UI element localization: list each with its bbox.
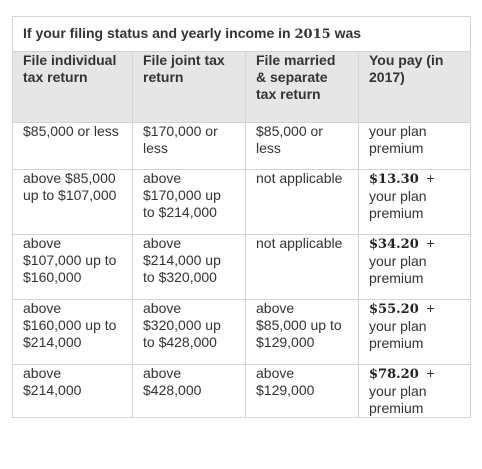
cell-separate: not applicable <box>246 235 359 300</box>
pay-text: your plan premium <box>369 123 427 156</box>
cell-separate: not applicable <box>246 170 359 235</box>
table-caption <box>13 17 471 52</box>
header-joint: File joint tax return <box>133 52 246 123</box>
pay-text: + your plan premium <box>369 300 435 351</box>
cell-you-pay <box>359 123 471 170</box>
caption-prefix: If your filing status and yearly income in <box>23 25 291 41</box>
cell-separate: $85,000 or less <box>246 123 359 170</box>
cell-you-pay <box>359 235 471 300</box>
cell-individual: above $85,000 up to $107,000 <box>13 170 133 235</box>
header-individual: File individual tax return <box>13 52 133 123</box>
cell-individual: above $107,000 up to $160,000 <box>13 235 133 300</box>
pay-text: + your plan premium <box>369 235 435 286</box>
cell-separate: above $129,000 <box>246 365 359 418</box>
income-premium-table <box>12 16 471 418</box>
pay-text: + your plan premium <box>369 365 435 416</box>
table-row <box>13 365 471 418</box>
cell-joint: $170,000 or less <box>133 123 246 170</box>
cell-you-pay <box>359 300 471 365</box>
table-row <box>13 123 471 170</box>
caption-suffix: was <box>334 25 362 41</box>
cell-joint: above $320,000 up to $428,000 <box>133 300 246 365</box>
cell-you-pay <box>359 365 471 418</box>
pay-text: + your plan premium <box>369 170 435 221</box>
table-caption-row <box>13 17 471 52</box>
table-row <box>13 235 471 300</box>
surcharge-amount: $55.20 <box>369 302 419 317</box>
caption-year: 2015 <box>294 27 331 42</box>
surcharge-amount: $78.20 <box>369 367 419 382</box>
table-row <box>13 170 471 235</box>
header-separate: File married & separate tax return <box>246 52 359 123</box>
surcharge-amount: $34.20 <box>369 237 419 252</box>
table-row <box>13 300 471 365</box>
cell-individual: above $160,000 up to $214,000 <box>13 300 133 365</box>
surcharge-amount: $13.30 <box>369 172 419 187</box>
cell-individual: above $214,000 <box>13 365 133 418</box>
cell-you-pay <box>359 170 471 235</box>
cell-joint: above $214,000 up to $320,000 <box>133 235 246 300</box>
cell-separate: above $85,000 up to $129,000 <box>246 300 359 365</box>
cell-joint: above $170,000 up to $214,000 <box>133 170 246 235</box>
table-header-row <box>13 52 471 123</box>
cell-individual: $85,000 or less <box>13 123 133 170</box>
cell-joint: above $428,000 <box>133 365 246 418</box>
irmaa-table-container <box>12 16 470 418</box>
header-you-pay: You pay (in 2017) <box>359 52 471 123</box>
